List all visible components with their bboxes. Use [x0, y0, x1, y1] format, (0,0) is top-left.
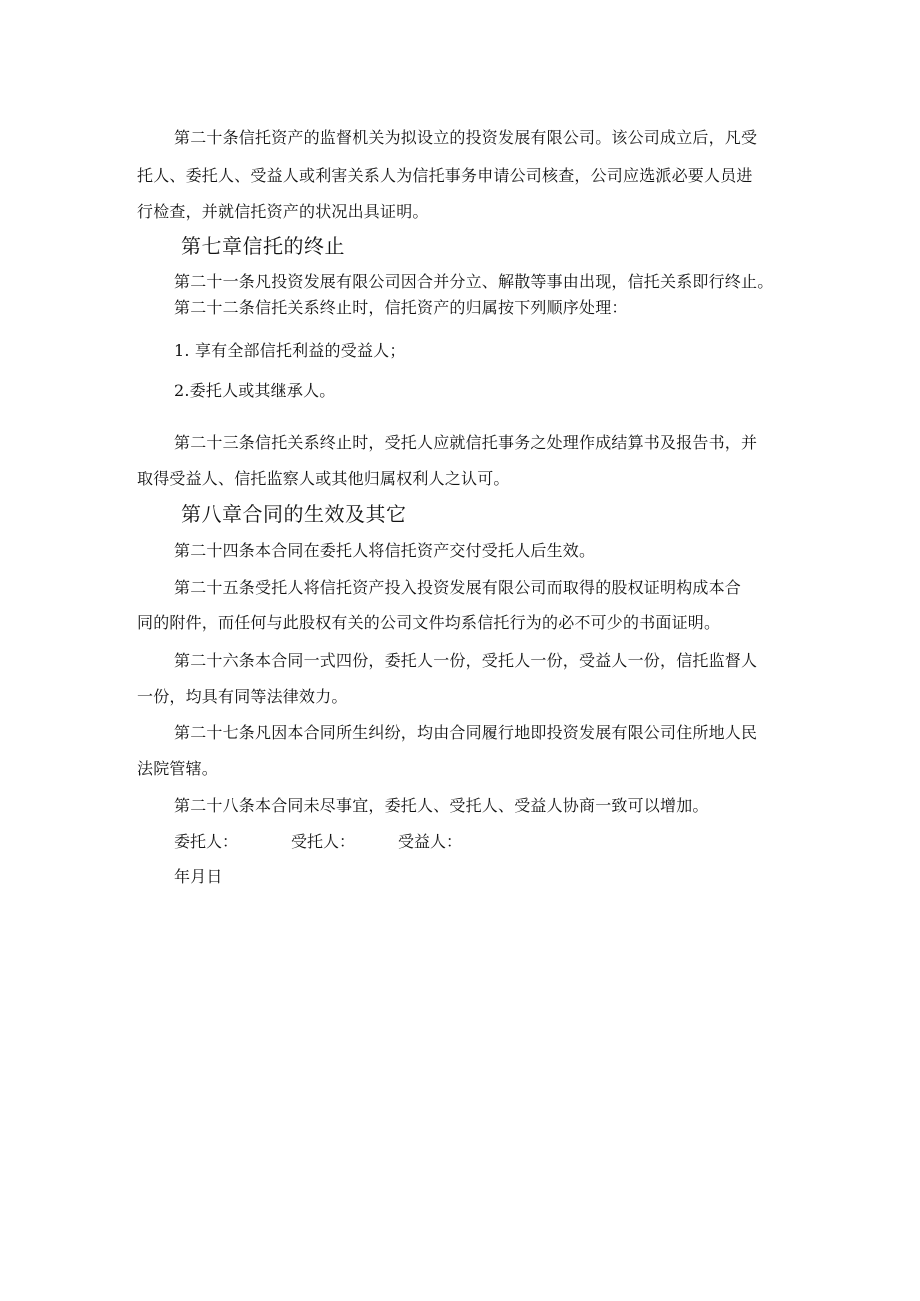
- article-25-line-2: 同的附件，而任何与此股权有关的公司文件均系信托行为的必不可少的书面证明。: [137, 613, 721, 632]
- article-20-line-2: 托人、委托人、受益人或利害关系人为信托事务申请公司核查，公司应选派必要人员进: [137, 166, 753, 185]
- date-line: 年月日: [174, 867, 223, 886]
- beneficiary-signature-label: 受益人：: [398, 832, 463, 851]
- article-20-line-3: 行检查，并就信托资产的状况出具证明。: [137, 202, 429, 221]
- article-21: 第二十一条凡投资发展有限公司因合并分立、解散等事由出现，信托关系即行终止。: [174, 272, 774, 291]
- article-26-line-1: 第二十六条本合同一式四份，委托人一份，受托人一份，受益人一份，信托监督人: [174, 651, 758, 670]
- trustee-signature-label: 受托人：: [291, 832, 356, 851]
- article-27-line-1: 第二十七条凡因本合同所生纠纷，均由合同履行地即投资发展有限公司住所地人民: [174, 723, 758, 742]
- article-26-line-2: 一份，均具有同等法律效力。: [137, 687, 348, 706]
- article-28: 第二十八条本合同未尽事宜，委托人、受托人、受益人协商一致可以增加。: [174, 796, 709, 815]
- article-25-line-1: 第二十五条受托人将信托资产投入投资发展有限公司而取得的股权证明构成本合: [174, 578, 742, 597]
- article-24: 第二十四条本合同在委托人将信托资产交付受托人后生效。: [174, 541, 596, 560]
- entrustor-signature-label: 委托人：: [174, 832, 239, 851]
- article-27-line-2: 法院管辖。: [137, 759, 219, 778]
- list-item-1: 1. 享有全部信托利益的受益人；: [174, 341, 406, 360]
- chapter-8-heading: 第八章合同的生效及其它: [181, 502, 407, 526]
- list-item-2: 2.委托人或其继承人。: [174, 381, 336, 400]
- article-23-line-1: 第二十三条信托关系终止时，受托人应就信托事务之处理作成结算书及报告书，并: [174, 433, 758, 452]
- signature-row: [174, 832, 574, 852]
- article-23-line-2: 取得受益人、信托监察人或其他归属权利人之认可。: [137, 469, 510, 488]
- article-22: 第二十二条信托关系终止时，信托资产的归属按下列顺序处理：: [174, 298, 628, 317]
- chapter-7-heading: 第七章信托的终止: [181, 234, 345, 258]
- article-20-line-1: 第二十条信托资产的监督机关为拟设立的投资发展有限公司。该公司成立后，凡受: [174, 128, 758, 147]
